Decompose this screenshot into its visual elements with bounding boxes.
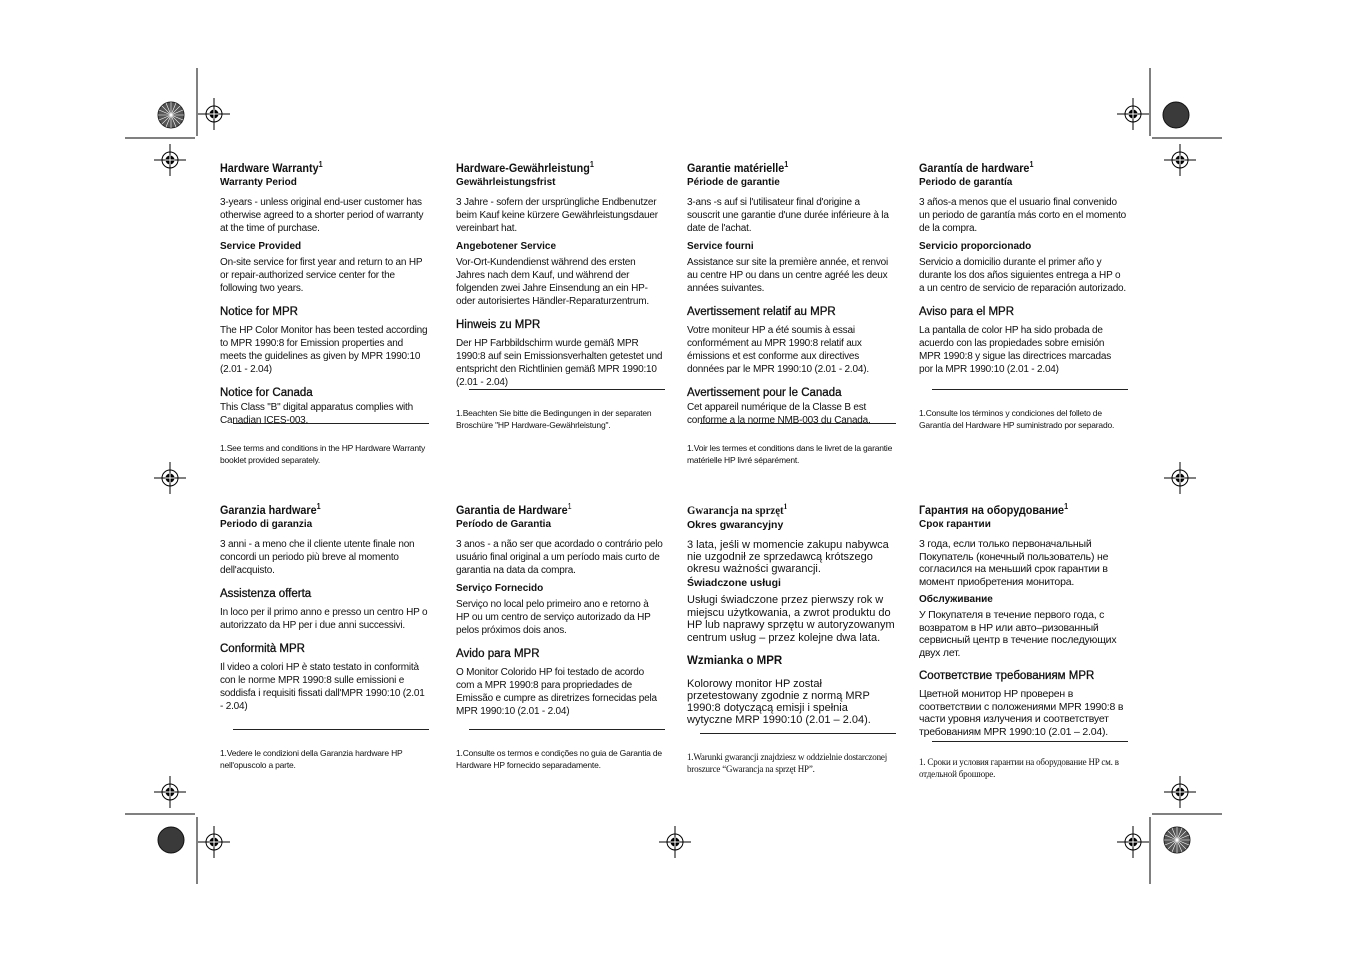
footnote: 1. Сроки и условия гарантии на оборудование HP см. в отдельной брошюре. bbox=[919, 757, 1119, 779]
section-spanish bbox=[919, 158, 1127, 382]
period-label: Срок гарантии bbox=[919, 519, 991, 530]
service-text: У Покупателя в течение первого года, с возвратом в HP или авто–ризованный сервисный центр в течение последующих двух лет. bbox=[919, 609, 1117, 659]
mpr-text: Der HP Farbbildschirm wurde gemäß MPR 1990:8 auf sein Emissionsverhalten getestet und entspricht den Richtlinien gemäß MPR 1990:10 (2.01 - 2.04) bbox=[456, 338, 663, 388]
service-text: In loco per il primo anno e presso un centro HP o autorizzato da HP per i due anni successivi. bbox=[220, 607, 428, 631]
footnote-rule bbox=[233, 729, 429, 730]
service-label: Service Provided bbox=[220, 241, 302, 252]
section-title: Garantía de hardware$^1$ bbox=[919, 160, 1034, 175]
footnote-rule bbox=[469, 729, 665, 730]
period-text: 3 года, если только первоначальный Покупатель (конечный пользователь) не согласился на меньший срок гарантии в момент приобретения монитора. bbox=[919, 538, 1109, 588]
section-russian bbox=[919, 500, 1127, 744]
section-french bbox=[687, 158, 895, 433]
period-label: Période de garantie bbox=[687, 177, 780, 188]
footnote-rule bbox=[932, 741, 1128, 742]
service-label: Обслуживание bbox=[919, 594, 993, 605]
section-english bbox=[220, 158, 428, 433]
footnote-rule bbox=[700, 733, 896, 734]
canada-heading: Avertissement pour le Canada bbox=[687, 387, 842, 399]
service-heading: Assistenza offerta bbox=[220, 588, 312, 600]
mpr-heading: Conformità MPR bbox=[220, 643, 305, 655]
mpr-heading: Aviso para el MPR bbox=[919, 306, 1015, 318]
section-italian bbox=[220, 500, 428, 719]
mpr-heading: Avido para MPR bbox=[456, 648, 540, 660]
period-label: Período de Garantia bbox=[456, 519, 552, 530]
service-text: Serviço no local pelo primeiro ano e retorno à HP ou um centro de serviço autorizado da HP pelos próximos dois anos. bbox=[456, 599, 651, 636]
period-text: 3-years - unless original end-user customer has otherwise agreed to a shorter period of warranty at the time of purchase. bbox=[220, 197, 424, 234]
footnote: 1.Consulte los términos y condiciones del folleto de Garantía del Hardware HP suministrado por separado. bbox=[919, 408, 1115, 430]
period-text: 3 Jahre - sofern der ursprüngliche Endbenutzer beim Kauf keine kürzere Gewährleistungsdauer vereinbart hat. bbox=[456, 197, 658, 234]
period-label: Periodo di garanzia bbox=[220, 519, 313, 530]
service-text: Servicio a domicilio durante el primer año y durante los dos años siguientes entrega a HP o a un centro de servicio de reparación autorizado. bbox=[919, 257, 1126, 294]
footnote: 1.Vedere le condizioni della Garanzia hardware HP nell'opuscolo a parte. bbox=[220, 748, 403, 770]
mpr-heading: Соответствие требованиям MPR bbox=[919, 670, 1095, 682]
period-text: 3 anni - a meno che il cliente utente finale non concordi un periodo più breve al momento dell'acquisto. bbox=[220, 539, 415, 576]
period-label: Warranty Period bbox=[220, 177, 297, 188]
section-german bbox=[456, 158, 664, 395]
section-title: Garanzia hardware$^1$ bbox=[220, 502, 321, 517]
mpr-text: Kolorowy monitor HP został przetestowany zgodnie z normą MRP 1990:8 dotyczącą emisji i spełnia wytyczne MRP 1990:10 (2.01 – 2.04). bbox=[687, 678, 871, 726]
mpr-heading: Wzmianka o MPR bbox=[687, 655, 783, 667]
section-title: Hardware Warranty$^1$ bbox=[220, 160, 323, 175]
service-text: Usługi świadczone przez pierwszy rok w miejscu użytkowania, a zwrot produktu do HP lub naprawy sprzętu w autoryzowanym centrum usług – przez kolejne dwa lata. bbox=[687, 594, 895, 644]
service-text: On-site service for first year and return to an HP or repair-authorized service center for the following two years. bbox=[220, 257, 423, 294]
mpr-text: Il video a colori HP è stato testato in conformità con le norme MPR 1990:8 sulle emissioni e soddisfa i requisiti fissati dall'MPR 1990:10 (2.01 - 2.04) bbox=[220, 662, 425, 712]
section-title: Hardware-Gewährleistung$^1$ bbox=[456, 160, 594, 175]
period-label: Gewährleistungsfrist bbox=[456, 177, 556, 188]
section-polish bbox=[687, 500, 895, 728]
mpr-text: La pantalla de color HP ha sido probada de acuerdo con las propiedades sobre emisión MPR 1990:8 y sigue las directrices marcadas por la MPR 1990:10 (2.01 - 2.04) bbox=[919, 325, 1112, 375]
section-title: Gwarancja na sprzęt$^1$ bbox=[687, 502, 788, 517]
footnote-rule bbox=[469, 389, 665, 390]
period-label: Okres gwarancyjny bbox=[687, 519, 784, 531]
footnote-rule bbox=[233, 423, 429, 424]
footnote: 1.Beachten Sie bitte die Bedingungen in der separaten Broschüre "HP Hardware-Gewährleistung". bbox=[456, 408, 652, 430]
mpr-text: Цветной монитор HP проверен в соответствии с положениями MPR 1990:8 в части уровня излучения и соответствует требованиям MPR 1990:10 (2.01 – 2.04). bbox=[919, 688, 1124, 738]
period-text: 3-ans -s auf si l'utilisateur final d'origine a souscrit une garantie d'une durée inférieure à la date de l'achat. bbox=[687, 197, 889, 234]
mpr-text: Votre moniteur HP a été soumis à essai conformément au MPR 1990:8 relatif aux émissions et est conforme aux directives données par le MPR 1990:10 (2.01 - 2.04). bbox=[687, 325, 869, 375]
service-label: Serviço Fornecido bbox=[456, 583, 544, 594]
canada-text: This Class "B" digital apparatus complies with Canadian ICES-003. bbox=[220, 402, 413, 426]
mpr-text: O Monitor Colorido HP foi testado de acordo com a MPR 1990:8 para propriedades de Emissão e cumpre as diretrizes fornecidas pela MPR 1990:10 (2.01 - 2.04) bbox=[456, 667, 657, 717]
footnote-rule bbox=[700, 423, 896, 424]
service-text: Vor-Ort-Kundendienst während des ersten Jahres nach dem Kauf, und während der folgenden zwei Jahre Einsendung an ein HP- oder autorisiertes Händler-Reparaturzentrum. bbox=[456, 257, 649, 307]
period-text: 3 lata, jeśli w momencie zakupu nabywca nie uzgodnił ze sprzedawcą krótszego okresu ważności gwarancji. bbox=[687, 539, 889, 575]
canada-text: Cet appareil numérique de la Classe B est conforme a la norme NMB-003 du Canada. bbox=[687, 402, 871, 426]
section-title: Garantia de Hardware$^1$ bbox=[456, 502, 572, 517]
footnote: 1.Warunki gwarancji znajdziesz w oddzielnie dostarczonej broszurce “Gwarancja na sprzęt HP”. bbox=[687, 752, 887, 774]
mpr-heading: Notice for MPR bbox=[220, 306, 298, 318]
period-label: Periodo de garantía bbox=[919, 177, 1013, 188]
footnote: 1.Consulte os termos e condições no guia de Garantia de Hardware HP fornecido separadamente. bbox=[456, 748, 662, 770]
service-label: Service fourni bbox=[687, 241, 754, 252]
canada-heading: Notice for Canada bbox=[220, 387, 313, 399]
service-label: Angebotener Service bbox=[456, 241, 557, 252]
mpr-text: The HP Color Monitor has been tested according to MPR 1990:8 for Emission properties and meets the guidelines as given by MPR 1990:10 (2.01 - 2.04) bbox=[220, 325, 428, 375]
service-label: Świadczone usługi bbox=[687, 577, 781, 589]
footnote: 1.Voir les termes et conditions dans le livret de la garantie matérielle HP livré séparément. bbox=[687, 443, 893, 465]
service-text: Assistance sur site la première année, et renvoi au centre HP ou dans un centre agréé les deux années suivantes. bbox=[687, 257, 889, 294]
section-title: Garantie matérielle$^1$ bbox=[687, 160, 789, 175]
section-title: Гарантия на оборудование$^1$ bbox=[919, 502, 1069, 517]
mpr-heading: Avertissement relatif au MPR bbox=[687, 306, 836, 318]
period-text: 3 anos - a não ser que acordado o contrário pelo usuário final original a um período mais curto de garantia na data da compra. bbox=[456, 539, 663, 576]
mpr-heading: Hinweis zu MPR bbox=[456, 319, 541, 331]
service-label: Servicio proporcionado bbox=[919, 241, 1032, 252]
footnote-rule bbox=[932, 389, 1128, 390]
section-portuguese bbox=[456, 500, 664, 724]
period-text: 3 años-a menos que el usuario final convenido un periodo de garantía más corto en el momento de la compra. bbox=[919, 197, 1127, 234]
footnote: 1.See terms and conditions in the HP Hardware Warranty booklet provided separately. bbox=[220, 443, 426, 465]
